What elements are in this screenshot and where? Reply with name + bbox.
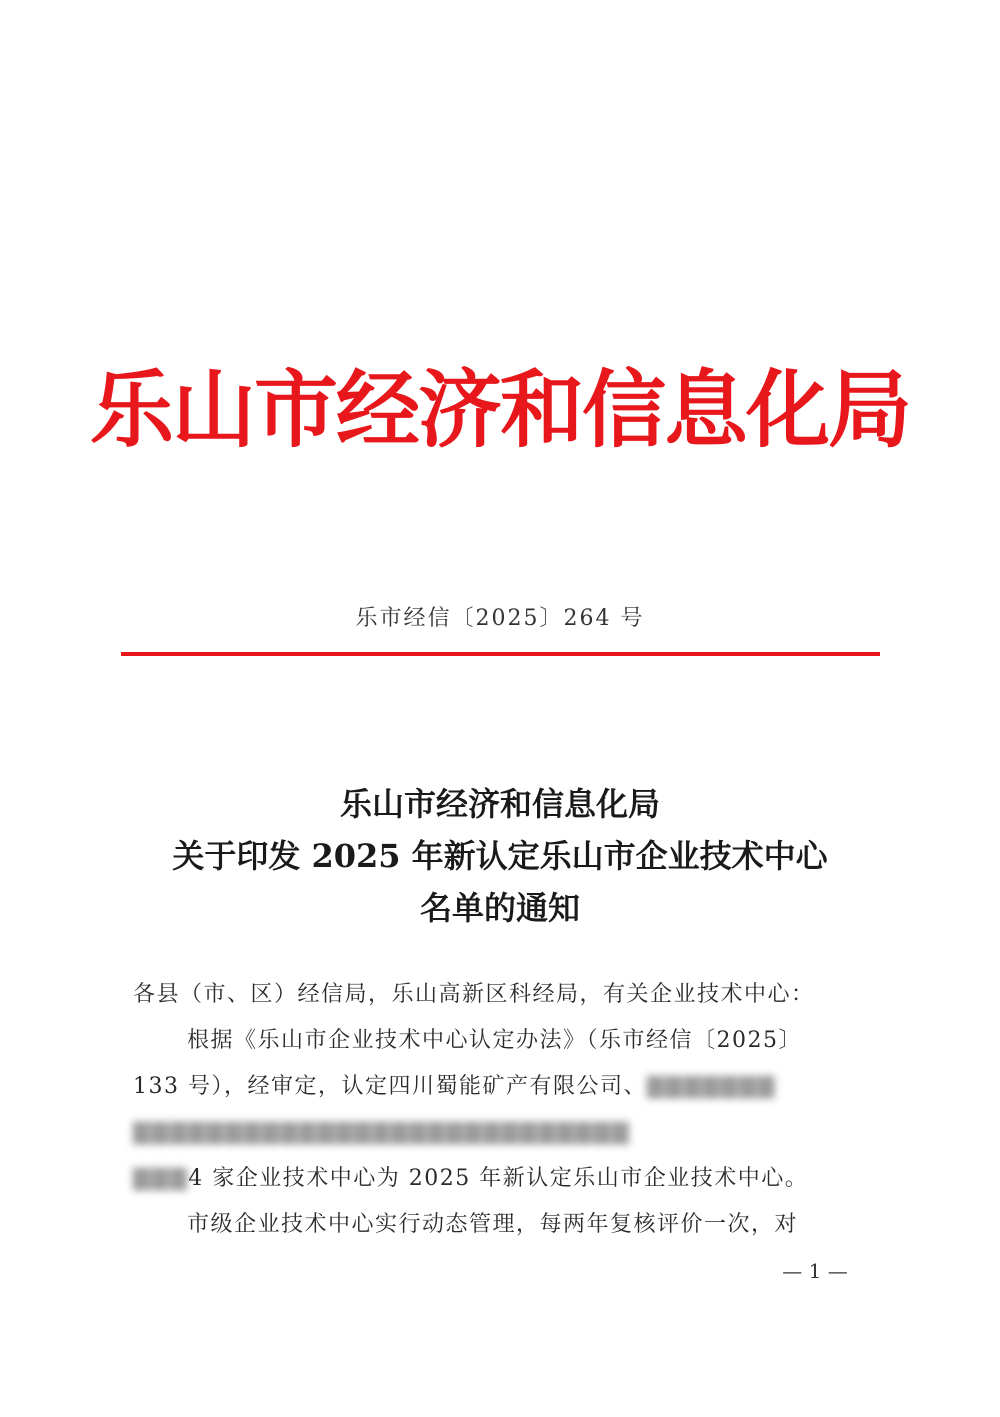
paragraph-1-line-1: 根据《乐山市企业技术中心认定办法》（乐市经信〔2025〕 — [187, 1028, 802, 1053]
issuing-authority-masthead: 乐山市经济和信息化局 — [89, 360, 910, 459]
title-line-2: 关于印发 2025 年新认定乐山市企业技术中心 — [172, 837, 828, 875]
paragraph-1-line-4 — [133, 1156, 875, 1202]
title-line-3: 名单的通知 — [419, 889, 580, 927]
red-divider-line — [121, 652, 880, 656]
paragraph-1-line-2-text: 133 号），经审定，认定四川蜀能矿产有限公司、 — [133, 1074, 647, 1099]
redacted-line: ▇▇▇▇▇▇▇▇▇▇▇▇▇▇▇▇▇▇▇▇▇▇▇▇▇▇▇ — [133, 1120, 631, 1145]
paragraph-2-line-1: 市级企业技术中心实行动态管理，每两年复核评价一次，对 — [187, 1212, 799, 1237]
paragraph-1-line-4-text: 4 家企业技术中心为 2025 年新认定乐山市企业技术中心。 — [188, 1166, 809, 1191]
redacted-text: ▇▇▇ — [133, 1166, 189, 1191]
notice-title — [0, 778, 1000, 934]
salutation: 各县（市、区）经信局，乐山高新区科经局，有关企业技术中心： — [133, 982, 815, 1007]
page-number: — 1 — — [782, 1259, 848, 1283]
paragraph-1-line-2 — [133, 1064, 875, 1110]
document-number: 乐市经信〔2025〕264 号 — [355, 606, 645, 631]
redacted-text: ▇▇▇▇▇▇▇ — [647, 1074, 776, 1099]
notice-body — [133, 972, 875, 1248]
title-line-1: 乐山市经济和信息化局 — [339, 785, 660, 823]
